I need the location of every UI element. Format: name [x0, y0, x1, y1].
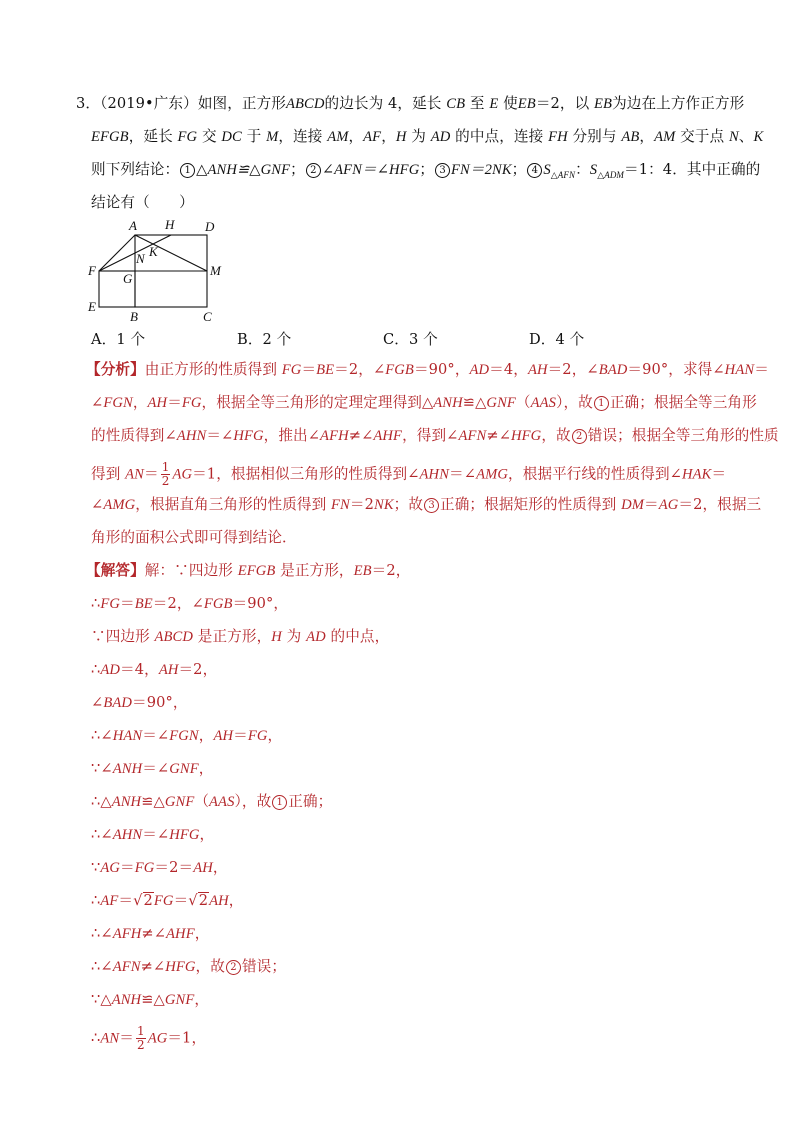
- solution-line-4: ∴AD＝4，AH＝2，: [91, 661, 218, 678]
- analysis-line-1: 【分析】由正方形的性质得到 FG＝BE＝2，∠FGB＝90°，AD＝4，AH＝2，∠BAD＝90°，求得∠HAN＝: [86, 361, 769, 378]
- solution-line-7: ∵∠ANH＝∠GNF，: [91, 760, 214, 777]
- choice-d[interactable]: D．4 个: [529, 331, 585, 348]
- line-am: [135, 235, 207, 271]
- circled-3: 3: [435, 163, 450, 178]
- solution-line-5: ∠BAD＝90°，: [91, 694, 188, 711]
- solution-line-3: ∵四边形 ABCD 是正方形，H 为 AD 的中点，: [91, 628, 390, 645]
- sqrt-2: √2: [133, 892, 153, 909]
- question-number: 3．: [76, 95, 101, 112]
- analysis-line-2: ∠FGN，AH＝FG，根据全等三角形的定理定理得到△ANH≌△GNF（AAS），故 1 正确；根据全等三角形: [91, 394, 757, 411]
- solution-line-14: ∵△ANH≌△GNF，: [91, 991, 210, 1008]
- analysis-tag: 【分析】: [86, 361, 145, 378]
- solution-line-6: ∴∠HAN＝∠FGN，AH＝FG，: [91, 727, 283, 744]
- choice-b[interactable]: B．2 个: [237, 331, 292, 348]
- solution-line-10: ∵AG＝FG＝2＝AH，: [91, 859, 228, 876]
- question-line-4: 结论有（ ）: [91, 194, 194, 211]
- label-D: D: [205, 219, 215, 234]
- solution-tag: 【解答】: [86, 562, 145, 579]
- solution-line-1: 【解答】解：∵四边形 EFGB 是正方形，EB＝2，: [86, 562, 411, 579]
- label-H: H: [165, 217, 175, 232]
- circled-2: 2: [306, 163, 321, 178]
- label-E: E: [88, 299, 96, 314]
- solution-line-15: ∴AN＝ $\frac{1}{2}$ AG＝1，: [91, 1024, 207, 1052]
- fraction-half: $\frac{1}{2}$: [161, 460, 170, 488]
- analysis-line-3: 的性质得到∠AHN＝∠HFG，推出∠AFH≠∠AHF，得到∠AFN≠∠HFG，故 2 错误；根据全等三角形的性质: [91, 427, 779, 444]
- label-F: F: [88, 263, 96, 278]
- label-C: C: [203, 309, 212, 324]
- question-line-3: 则下列结论： 1 △ANH≌△GNF； 2 ∠AFN＝∠HFG； 3 FN＝2NK； 4 $S_{\triangle AFN}$：$S_{\triangle ADM}=1$：4．其中正确的: [91, 161, 761, 180]
- question-source: （2019•广东）: [100, 95, 198, 112]
- label-B: B: [130, 309, 138, 324]
- label-G: G: [123, 271, 133, 286]
- solution-line-9: ∴∠AHN＝∠HFG，: [91, 826, 215, 843]
- circled-1: 1: [180, 163, 195, 178]
- line-af: [99, 235, 135, 271]
- label-N: N: [136, 251, 145, 266]
- choice-a[interactable]: A．1 个: [91, 331, 146, 348]
- solution-line-2: ∴FG＝BE＝2，∠FGB＝90°，: [91, 595, 289, 612]
- solution-line-13: ∴∠AFN≠∠HFG，故 2 错误；: [91, 958, 287, 975]
- label-K: K: [149, 244, 158, 259]
- analysis-line-6: 角形的面积公式即可得到结论．: [91, 529, 297, 546]
- choices-row: [91, 330, 675, 350]
- solution-line-8: ∴△ANH≌△GNF（AAS），故 1 正确；: [91, 793, 333, 810]
- label-A: A: [129, 218, 137, 233]
- analysis-line-4: 得到 AN＝ $\frac{1}{2}$ AG＝1，根据相似三角形的性质得到∠AHN＝∠AMG，根据平行线的性质得到∠HAK＝: [91, 460, 727, 488]
- question-line-1: 3．（2019•广东）如图，正方形ABCD的边长为 4，延长 CB 至 E 使EB＝2，以 EB为边在上方作正方形: [76, 95, 745, 112]
- question-line-2: EFGB，延长 FG 交 DC 于 M，连接 AM，AF，H 为 AD 的中点，连接 FH 分别与 AB，AM 交于点 N、K: [91, 128, 764, 145]
- solution-line-11: ∴AF＝√2FG＝√2AH，: [91, 892, 244, 909]
- geometry-diagram: [86, 216, 236, 326]
- label-M: M: [210, 263, 221, 278]
- solution-line-12: ∴∠AFH≠∠AHF，: [91, 925, 210, 942]
- choice-c[interactable]: C．3 个: [383, 331, 438, 348]
- analysis-line-5: ∠AMG，根据直角三角形的性质得到 FN＝2NK；故 3 正确；根据矩形的性质得到 DM＝AG＝2，根据三: [91, 496, 762, 513]
- circled-4: 4: [527, 163, 542, 178]
